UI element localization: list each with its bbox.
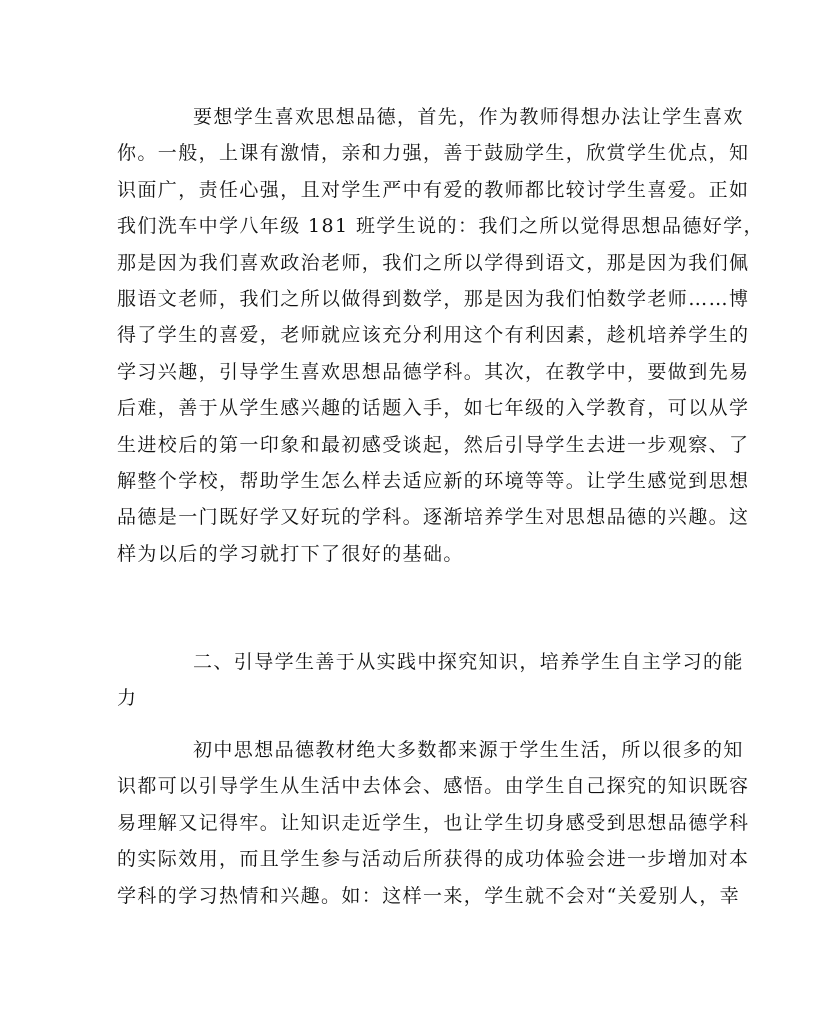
section-heading (117, 644, 744, 717)
text-line: 得了学生的喜爱，老师就应该充分利用这个有利因素，趁机培养学生的 (117, 324, 750, 347)
text-line: 样为以后的学习就打下了很好的基础。 (117, 542, 464, 565)
paragraph-interest (117, 99, 764, 572)
text-line: 学习兴趣，引导学生喜欢思想品德学科。其次，在教学中，要做到先易 (117, 360, 750, 383)
text-line: 易理解又记得牢。让知识走近学生，也让学生切身感受到思想品德学科 (117, 811, 750, 834)
text-line: 服语文老师，我们之所以做得到数学，那是因为我们怕数学老师……博 (117, 287, 750, 310)
text-line: 后难，善于从学生感兴趣的话题入手，如七年级的入学教育，可以从学 (117, 397, 750, 420)
text-line: 初中思想品德教材绝大多数都来源于学生生活，所以很多的知 (193, 739, 744, 761)
text-line: 的实际效用，而且学生参与活动后所获得的成功体验会进一步增加对本 (117, 848, 750, 871)
text-line: 你。一般，上课有激情，亲和力强，善于鼓励学生，欣赏学生优点，知 (117, 142, 750, 165)
text-line: 解整个学校，帮助学生怎么样去适应新的环境等等。让学生感觉到思想 (117, 469, 750, 492)
text-line: 识都可以引导学生从生活中去体会、感悟。由学生自己探究的知识既容 (117, 775, 750, 798)
text-line: 识面广，责任心强，且对学生严中有爱的教师都比较讨学生喜爱。正如 (117, 178, 750, 201)
text-line: 学科的学习热情和兴趣。如：这样一来，学生就不会对“关爱别人，幸 (117, 884, 741, 907)
paragraph-practice (117, 732, 750, 914)
text-line: 那是因为我们喜欢政治老师，我们之所以学得到语文，那是因为我们佩 (117, 251, 750, 274)
text-line: 要想学生喜欢思想品德，首先，作为教师得想办法让学生喜欢 (193, 106, 744, 128)
heading-line: 二、引导学生善于从实践中探究知识，培养学生自主学习的能 (193, 651, 744, 673)
heading-line: 力 (117, 687, 138, 710)
text-line: 生进校后的第一印象和最初感受谈起，然后引导学生去进一步观察、了 (117, 433, 750, 456)
text-line: 品德是一门既好学又好玩的学科。逐渐培养学生对思想品德的兴趣。这 (117, 506, 750, 529)
text-line: 我们洗车中学八年级 181 班学生说的：我们之所以觉得思想品德好学， (117, 215, 764, 238)
